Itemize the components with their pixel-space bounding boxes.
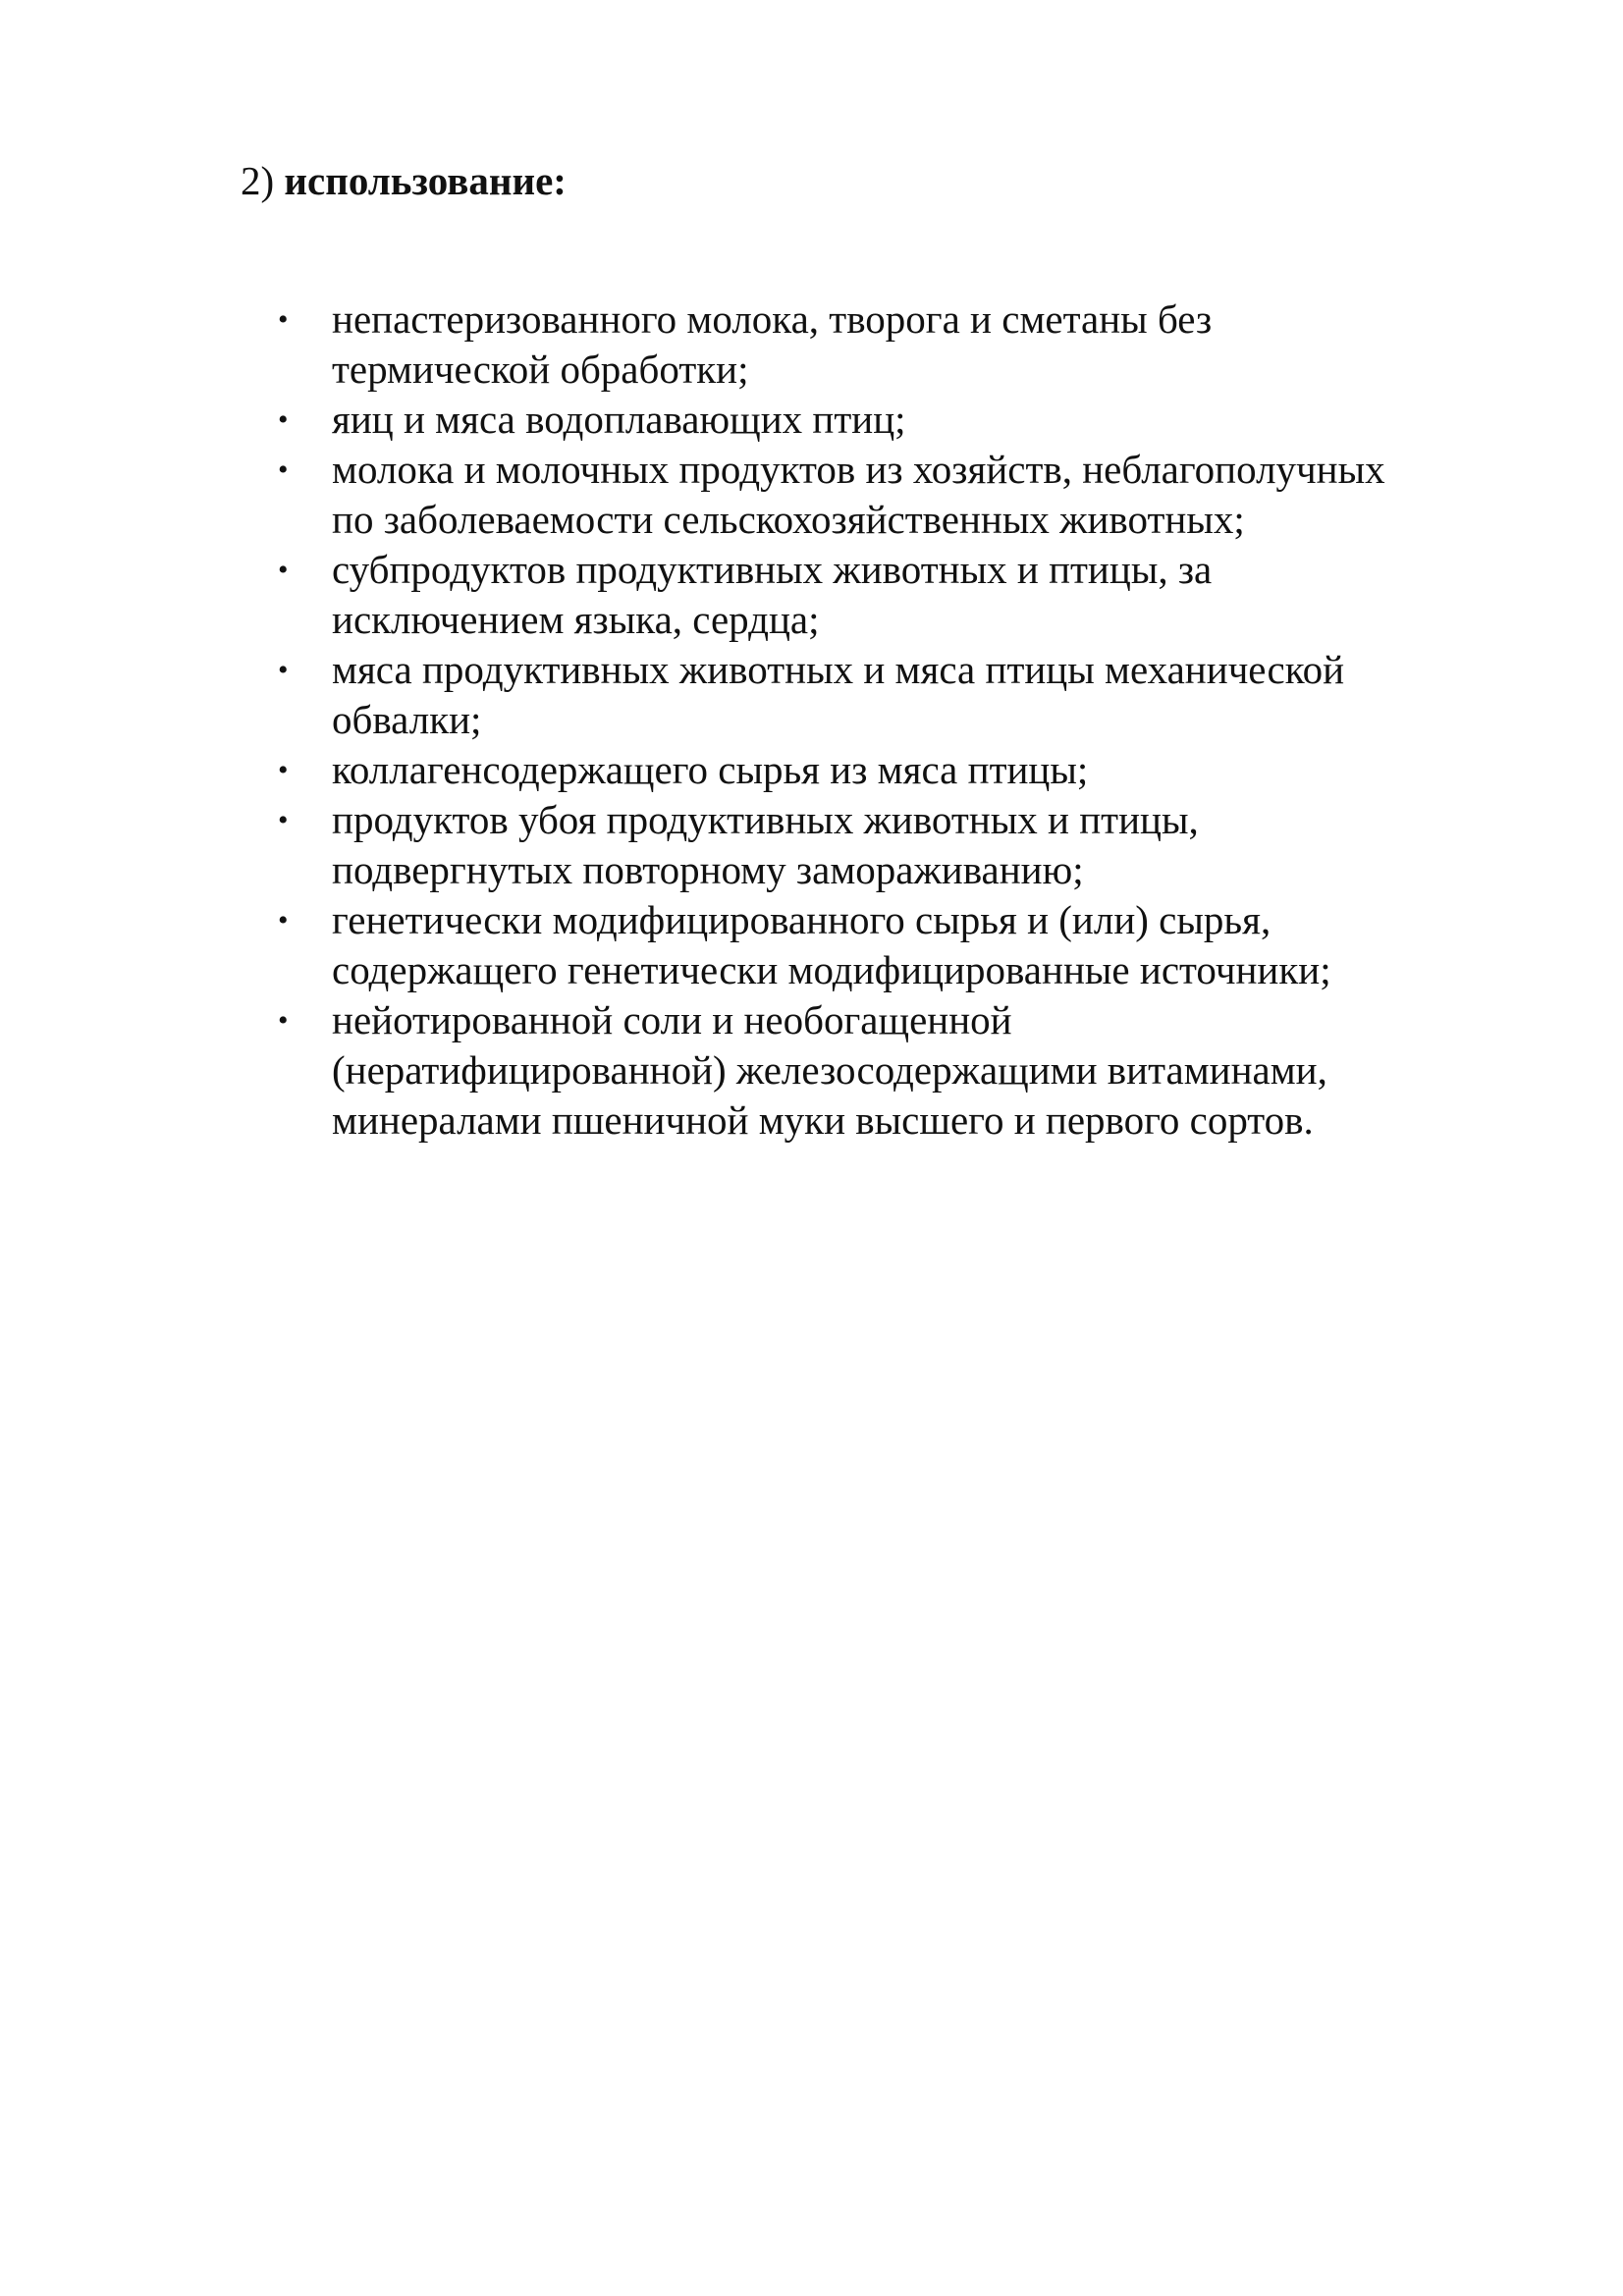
section-title: использование: [284, 158, 567, 203]
list-item-line: подвергнутых повторному замораживанию; [332, 847, 1084, 892]
list-item [273, 645, 1510, 745]
list-item [273, 395, 1510, 445]
list-item-line: содержащего генетически модифицированные источники; [332, 947, 1331, 992]
list-item-line: минералами пшеничной муки высшего и первого сортов. [332, 1097, 1314, 1143]
list-item-line: мяса продуктивных животных и мяса птицы механической [332, 647, 1345, 692]
list-item-line: генетически модифицированного сырья и (или) сырья, [332, 897, 1271, 942]
section-heading [241, 155, 567, 206]
list-item-line: термической обработки; [332, 347, 749, 392]
list-item [273, 294, 1510, 395]
list-item-line: (нератифицированной) железосодержащими витаминами, [332, 1047, 1327, 1093]
list-item-line: яиц и мяса водоплавающих птиц; [332, 397, 906, 442]
bullet-icon: • [278, 454, 289, 486]
bullet-icon: • [278, 303, 289, 336]
list-item-line: продуктов убоя продуктивных животных и птицы, [332, 797, 1199, 842]
bullet-icon: • [278, 904, 289, 936]
list-item [273, 995, 1510, 1146]
list-item [273, 895, 1510, 995]
list-item-line: коллагенсодержащего сырья из мяса птицы; [332, 747, 1089, 792]
list-item-line: обвалки; [332, 697, 482, 742]
list-item [273, 545, 1510, 645]
list-item-line: исключением языка, сердца; [332, 597, 820, 642]
list-item [273, 745, 1510, 795]
prohibited-items-list [273, 294, 1510, 1146]
bullet-icon: • [278, 804, 289, 836]
list-item-line: непастеризованного молока, творога и сметаны без [332, 296, 1213, 342]
bullet-icon: • [278, 1004, 289, 1037]
list-item-line: субпродуктов продуктивных животных и птицы, за [332, 547, 1213, 592]
list-item [273, 795, 1510, 895]
list-item-line: нейотированной соли и необогащенной [332, 997, 1012, 1042]
list-item-line: по заболеваемости сельскохозяйственных животных; [332, 497, 1245, 542]
bullet-icon: • [278, 654, 289, 686]
bullet-icon: • [278, 754, 289, 786]
section-number: 2) [241, 158, 275, 203]
bullet-icon: • [278, 554, 289, 586]
bullet-icon: • [278, 403, 289, 436]
list-item-line: молока и молочных продуктов из хозяйств, неблагополучных [332, 447, 1385, 492]
list-item [273, 445, 1510, 545]
